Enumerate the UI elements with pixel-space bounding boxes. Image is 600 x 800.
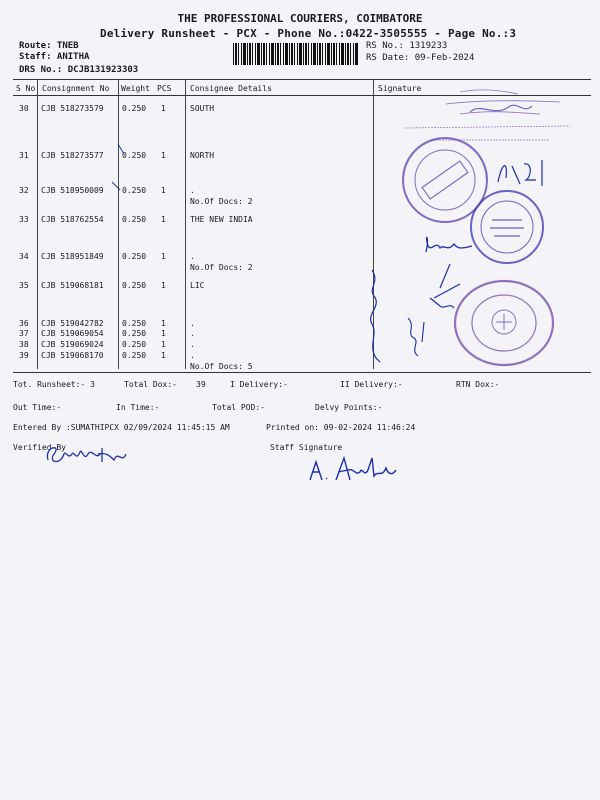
in-time: In Time:-: [116, 403, 160, 412]
ii-delivery: II Delivery:-: [340, 380, 403, 389]
verified-signature: [40, 440, 150, 470]
col-consignment: Consignment No: [42, 84, 110, 93]
staff-label: Staff: ANITHA: [19, 52, 90, 62]
docs-count: No.Of Docs: 2: [190, 263, 253, 272]
printed-on: Printed on: 09-02-2024 11:46:24: [266, 423, 416, 432]
runsheet-page: THE PROFESSIONAL COURIERS, COIMBATORE Delivery Runsheet - PCX - Phone No.:0422-3505555 - Page No.:3 Route: TNEB Staff: ANITHA DRS No.: DCJB131923303 RS No.: 1319233 RS Date: 09-Feb-2024 S No Consignment No Weight PCS Consignee Details Signature 30 CJB 518273579 0.250 1 SOUTH 31 CJB 518273577 0.250 1 NORTH 32 CJB 518950009 0.250 1 . No.Of Docs: 2 33 CJB 518762554 0.250 1 THE NEW INDIA 34 CJB 518951849 0.250 1 . No.Of Docs: 2 35 CJB 519068181 0.250 1 LIC 36 CJB 519042782 0.250 1 . 37 CJB 519069054 0.250 1 . 38 CJB 519069024 0.250 1 . 39 CJB 519068170 0.250 1 . No.Of Docs: 5 Tot. Runsheet:- 3 Total Dox:- 39 I Delivery:- II Delivery:- RTN Dox:- Out Time:- In Time:- Total POD:- Delvy Points:- Entered By :SUMATHIPCX 02/09/2024 11:45:15 AM Printed on: 09-02-2024 11:46:24 Verified By Staff Signature: [0, 0, 600, 800]
col-pcs: PCS: [157, 84, 172, 93]
bracket-mark: [358, 262, 398, 372]
col-sno: S No: [16, 84, 36, 93]
barcode: [233, 43, 359, 65]
total-dox-label: Total Dox:-: [124, 380, 177, 389]
verified-by-label: Verified By: [13, 443, 66, 452]
docs-count: No.Of Docs: 5: [190, 362, 253, 371]
assurance-stamp: [468, 188, 546, 266]
docs-count: No.Of Docs: 2: [190, 197, 253, 206]
out-time: Out Time:-: [13, 403, 62, 412]
lic-signature: [400, 312, 440, 362]
tick-marks: [100, 140, 140, 200]
staff-signature-label: Staff Signature: [270, 443, 343, 452]
lic-stamp: [452, 278, 556, 368]
rs-date: RS Date: 09-Feb-2024: [366, 53, 475, 63]
drs-number: DRS No.: DCJB131923303: [19, 65, 139, 75]
col-weight: Weight: [121, 84, 150, 93]
col-consignee: Consignee Details: [190, 84, 272, 93]
entered-by: Entered By :SUMATHIPCX 02/09/2024 11:45:15 AM: [13, 423, 230, 432]
tot-runsheet: Tot. Runsheet:- 3: [13, 380, 95, 389]
i-delivery: I Delivery:-: [230, 380, 288, 389]
runsheet-title: Delivery Runsheet - PCX - Phone No.:0422-3505555 - Page No.:3: [100, 27, 517, 40]
staff-handwritten-signature: [300, 452, 410, 486]
company-title: THE PROFESSIONAL COURIERS, COIMBATORE: [177, 12, 423, 25]
total-dox-value: 39: [196, 380, 206, 389]
rs-number: RS No.: 1319233: [366, 41, 448, 51]
col-signature: Signature: [378, 84, 422, 93]
delvy-points: Delvy Points:-: [315, 403, 383, 412]
route-label: Route: TNEB: [19, 41, 79, 51]
rtn-dox: RTN Dox:-: [456, 380, 500, 389]
total-pod: Total POD:-: [212, 403, 265, 412]
